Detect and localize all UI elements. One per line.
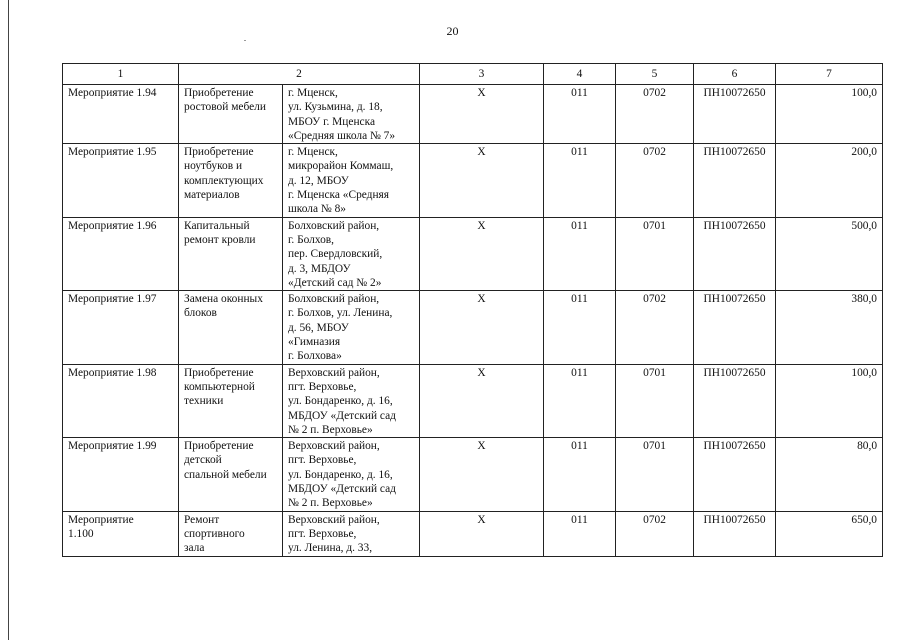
amount-cell: 100,0 <box>776 85 883 144</box>
measure-id-cell: Мероприятие 1.99 <box>63 438 179 511</box>
measure-name-cell: Приобретение ростовой мебели <box>179 85 283 144</box>
col5-cell: 0702 <box>616 511 694 556</box>
col4-cell: 011 <box>544 85 616 144</box>
col3-cell: Х <box>420 438 544 511</box>
binding-edge-line <box>8 0 9 640</box>
address-cell: г. Мценск, ул. Кузьмина, д. 18, МБОУ г. Мценска «Средняя школа № 7» <box>283 85 420 144</box>
col4-cell: 011 <box>544 364 616 437</box>
col4-cell: 011 <box>544 511 616 556</box>
col3-cell: Х <box>420 364 544 437</box>
amount-cell: 100,0 <box>776 364 883 437</box>
column-header: 4 <box>544 64 616 85</box>
column-header: 2 <box>179 64 420 85</box>
col3-cell: Х <box>420 511 544 556</box>
col4-cell: 011 <box>544 217 616 290</box>
column-header: 7 <box>776 64 883 85</box>
col5-cell: 0701 <box>616 438 694 511</box>
col5-cell: 0701 <box>616 364 694 437</box>
col6-cell: ПН10072650 <box>694 511 776 556</box>
col5-cell: 0702 <box>616 144 694 217</box>
measure-name-cell: Приобретение компьютерной техники <box>179 364 283 437</box>
measure-name-cell: Приобретение детской спальной мебели <box>179 438 283 511</box>
table-row <box>63 291 883 364</box>
col3-cell: Х <box>420 291 544 364</box>
table-row <box>63 144 883 217</box>
amount-cell: 200,0 <box>776 144 883 217</box>
measure-id-cell: Мероприятие 1.96 <box>63 217 179 290</box>
col5-cell: 0702 <box>616 291 694 364</box>
address-cell: г. Мценск, микрорайон Коммаш, д. 12, МБОУ г. Мценска «Средняя школа № 8» <box>283 144 420 217</box>
address-cell: Верховский район, пгт. Верховье, ул. Бондаренко, д. 16, МБДОУ «Детский сад № 2 п. Верховье» <box>283 438 420 511</box>
col4-cell: 011 <box>544 438 616 511</box>
measure-name-cell: Ремонт спортивного зала <box>179 511 283 556</box>
measure-name-cell: Приобретение ноутбуков и комплектующих материалов <box>179 144 283 217</box>
column-header: 1 <box>63 64 179 85</box>
measure-name-cell: Капитальный ремонт кровли <box>179 217 283 290</box>
col4-cell: 011 <box>544 144 616 217</box>
measure-id-cell: Мероприятие 1.100 <box>63 511 179 556</box>
measure-id-cell: Мероприятие 1.98 <box>63 364 179 437</box>
col5-cell: 0701 <box>616 217 694 290</box>
budget-measures-table <box>62 63 883 557</box>
col3-cell: Х <box>420 217 544 290</box>
col6-cell: ПН10072650 <box>694 144 776 217</box>
col4-cell: 011 <box>544 291 616 364</box>
amount-cell: 380,0 <box>776 291 883 364</box>
amount-cell: 650,0 <box>776 511 883 556</box>
table-row <box>63 364 883 437</box>
measure-id-cell: Мероприятие 1.94 <box>63 85 179 144</box>
column-number-row <box>63 64 883 85</box>
measure-id-cell: Мероприятие 1.95 <box>63 144 179 217</box>
col6-cell: ПН10072650 <box>694 85 776 144</box>
scan-speck <box>244 40 246 41</box>
col3-cell: Х <box>420 85 544 144</box>
address-cell: Болховский район, г. Болхов, пер. Свердловский, д. 3, МБДОУ «Детский сад № 2» <box>283 217 420 290</box>
table-row <box>63 217 883 290</box>
address-cell: Болховский район, г. Болхов, ул. Ленина, д. 56, МБОУ «Гимназия г. Болхова» <box>283 291 420 364</box>
measure-id-cell: Мероприятие 1.97 <box>63 291 179 364</box>
address-cell: Верховский район, пгт. Верховье, ул. Бондаренко, д. 16, МБДОУ «Детский сад № 2 п. Верховье» <box>283 364 420 437</box>
table-row <box>63 511 883 556</box>
table-row <box>63 85 883 144</box>
table-row <box>63 438 883 511</box>
col6-cell: ПН10072650 <box>694 291 776 364</box>
page-number: 20 <box>446 24 459 38</box>
column-header: 6 <box>694 64 776 85</box>
amount-cell: 500,0 <box>776 217 883 290</box>
col3-cell: Х <box>420 144 544 217</box>
amount-cell: 80,0 <box>776 438 883 511</box>
col6-cell: ПН10072650 <box>694 217 776 290</box>
measure-name-cell: Замена оконных блоков <box>179 291 283 364</box>
col6-cell: ПН10072650 <box>694 438 776 511</box>
column-header: 5 <box>616 64 694 85</box>
address-cell: Верховский район, пгт. Верховье, ул. Ленина, д. 33, <box>283 511 420 556</box>
col5-cell: 0702 <box>616 85 694 144</box>
col6-cell: ПН10072650 <box>694 364 776 437</box>
column-header: 3 <box>420 64 544 85</box>
